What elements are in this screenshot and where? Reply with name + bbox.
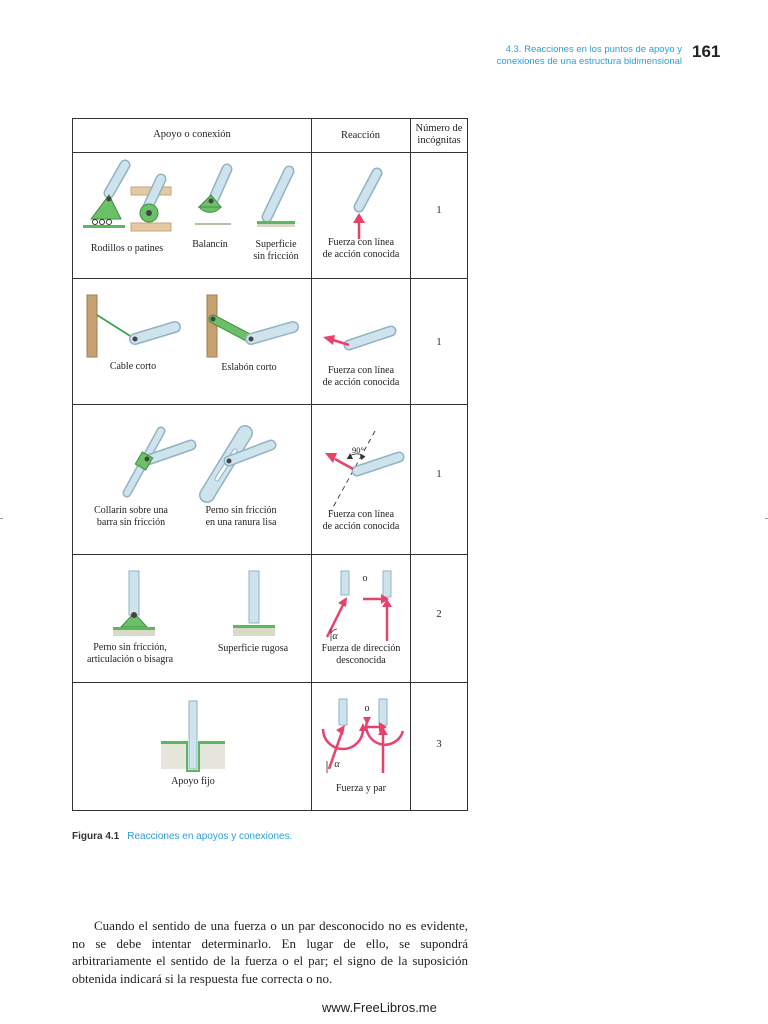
reaction-label-row1-line2: de acción conocida: [322, 248, 400, 260]
header-reaction: Reacción: [340, 130, 381, 141]
wheel-support-illustration: [129, 175, 173, 233]
alpha-label-row5: α: [334, 759, 340, 770]
reaction-inclined-force-illustration: [319, 321, 399, 361]
label-pin-slot-line2: en una ranura lisa: [205, 516, 277, 528]
table-divider-row2: [73, 404, 467, 405]
reaction-label-row2-line2: de acción conocida: [322, 376, 400, 388]
pin-hinge-illustration: [109, 571, 159, 639]
reaction-label-row1-line1: Fuerza con línea: [327, 237, 395, 248]
reaction-label-row4-line2: desconocida: [336, 654, 386, 666]
header-unknowns-line1: Número de: [415, 123, 463, 134]
label-fixed-support: Apoyo fijo: [171, 776, 215, 787]
reaction-label-row1: [313, 237, 409, 260]
roller-support-illustration: [81, 163, 131, 227]
fixed-support-illustration: [157, 701, 229, 773]
body-paragraph: Cuando el sentido de una fuerza o un par desconocido no es evidente, no se debe intentar determinarlo. En lugar de ello, se supondrá arbitrariamente el sentido de la fuerza o el par; el signo de la suposición obtenida indicará si la respuesta fue correcta o no.: [72, 918, 468, 986]
margin-tick-left: [0, 518, 3, 519]
label-frictionless-line1: Superficie: [255, 239, 297, 250]
label-collar-line1: Collarín sobre una: [94, 505, 168, 516]
table-divider-col1: [311, 119, 312, 810]
section-header: [430, 44, 682, 68]
label-frictionless-surface: [241, 239, 311, 262]
label-pin-slot: [189, 505, 293, 528]
label-collar: [79, 505, 183, 528]
rough-surface-illustration: [229, 571, 279, 639]
label-collar-line2: barra sin fricción: [96, 516, 166, 528]
reaction-vertical-force-illustration: [343, 169, 383, 241]
footer-url: www.FreeLibros.me: [322, 1000, 437, 1015]
figure-caption-label: Figura 4.1: [72, 831, 120, 842]
label-short-link: Eslabón corto: [221, 362, 277, 373]
table-divider-header: [73, 152, 467, 153]
label-short-cable: Cable corto: [109, 361, 157, 372]
collar-on-rod-illustration: [119, 425, 195, 497]
reaction-label-row3: [313, 509, 409, 532]
unknowns-row5: 3: [436, 739, 442, 750]
or-label-row5: o: [364, 703, 370, 714]
reaction-label-row3-line2: de acción conocida: [322, 520, 400, 532]
label-frictionless-line2: sin fricción: [253, 250, 299, 262]
short-cable-illustration: [87, 295, 179, 359]
rocker-support-illustration: [191, 165, 235, 227]
or-label-row4: o: [362, 573, 368, 584]
section-header-line1: 4.3. Reacciones en los puntos de apoyo y: [505, 44, 682, 55]
short-link-illustration: [207, 295, 299, 359]
supports-table: [72, 118, 468, 811]
header-support: Apoyo o conexión: [153, 129, 231, 140]
header-unknowns-line2: incógnitas: [417, 135, 461, 146]
pin-in-slot-illustration: [197, 425, 277, 501]
label-rough-surface: Superficie rugosa: [217, 643, 289, 654]
reaction-label-row4-line1: Fuerza de dirección: [321, 643, 401, 654]
reaction-label-row2: [313, 365, 409, 388]
frictionless-surface-illustration: [253, 165, 299, 227]
unknowns-row4: 2: [436, 609, 442, 620]
reaction-label-row4: [313, 643, 409, 666]
label-rollers: Rodillos o patines: [90, 243, 164, 254]
angle-label-90: 90°: [352, 445, 364, 455]
label-pin-slot-line1: Perno sin fricción: [205, 505, 277, 516]
table-divider-row4: [73, 682, 467, 683]
alpha-label-row4: α: [332, 631, 338, 642]
label-rocker: Balancín: [192, 239, 228, 250]
unknowns-row1: 1: [436, 205, 442, 216]
reaction-label-row3-line1: Fuerza con línea: [327, 509, 395, 520]
table-divider-row3: [73, 554, 467, 555]
reaction-perpendicular-force-illustration: [317, 429, 403, 513]
unknowns-row3: 1: [436, 469, 442, 480]
page-number: 161: [692, 42, 721, 61]
unknowns-row2: 1: [436, 337, 442, 348]
reaction-label-row5: Fuerza y par: [336, 783, 386, 794]
figure-caption: [72, 831, 292, 842]
figure-caption-text: Reacciones en apoyos y conexiones.: [127, 831, 293, 842]
section-header-line2: conexiones de una estructura bidimensional: [496, 56, 682, 67]
reaction-label-row2-line1: Fuerza con línea: [327, 365, 395, 376]
label-pin-hinge: [75, 642, 185, 665]
label-pin-hinge-line1: Perno sin fricción,: [93, 642, 167, 653]
table-divider-row1: [73, 278, 467, 279]
label-pin-hinge-line2: articulación o bisagra: [86, 653, 174, 665]
header-unknowns: [410, 123, 468, 147]
